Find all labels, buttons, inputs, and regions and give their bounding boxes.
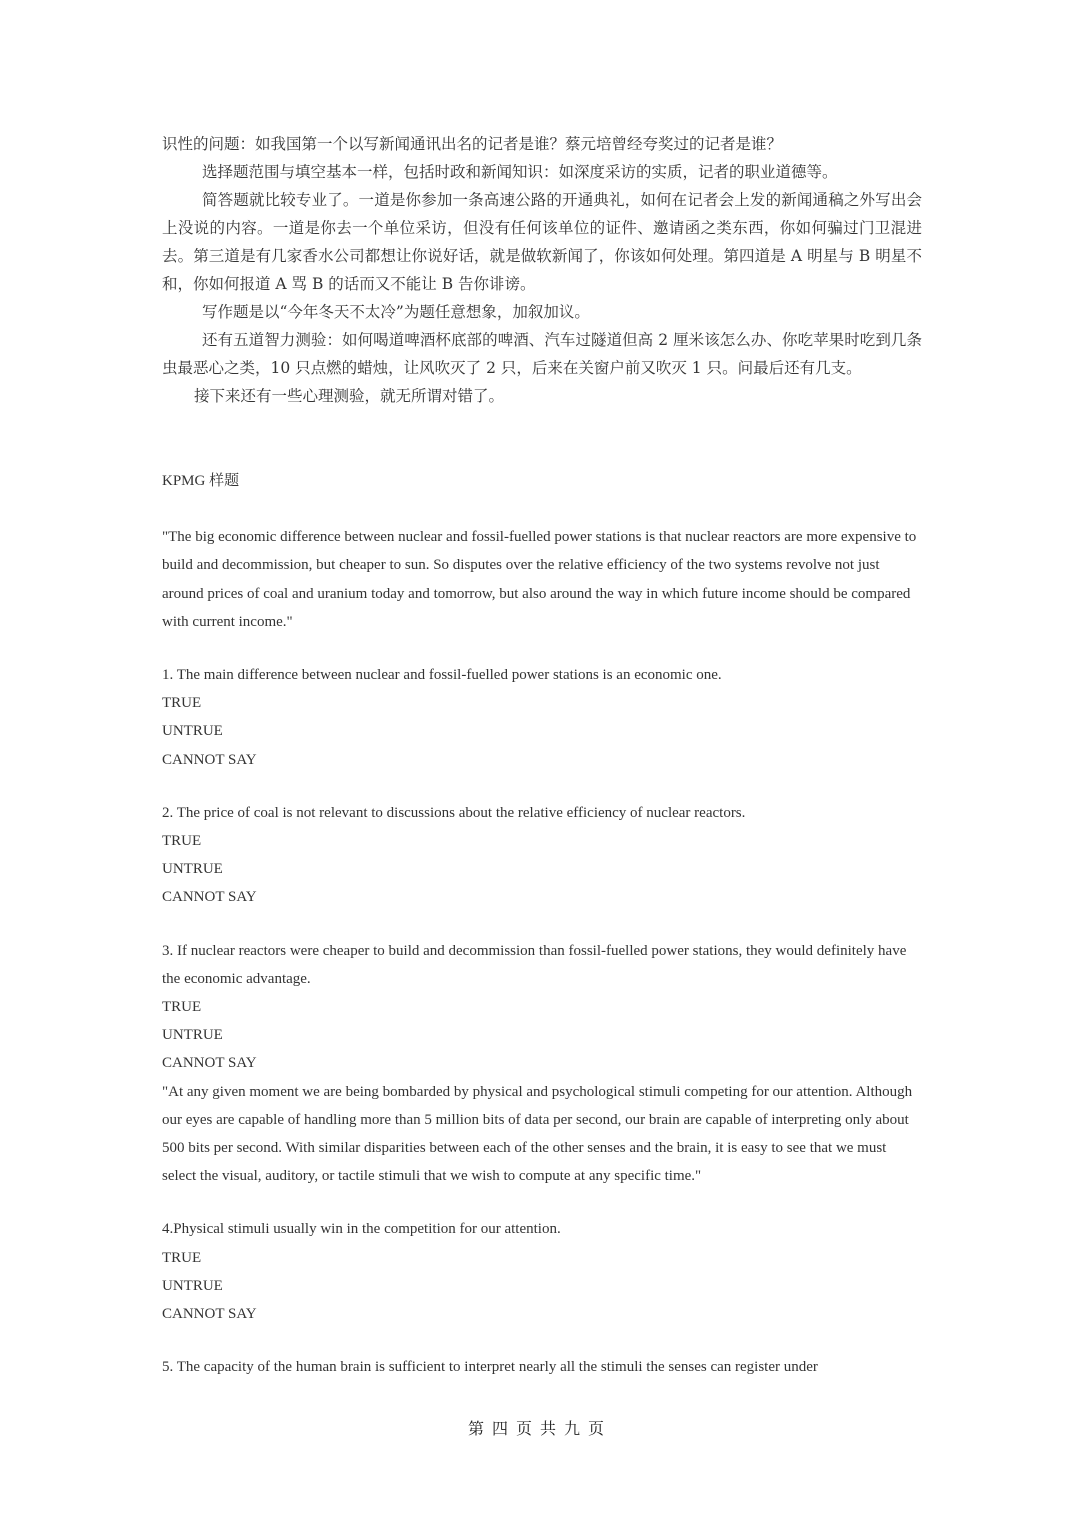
question-2-option-true: TRUE [162,833,202,850]
page-footer: 第四页共九页 [467,1419,612,1438]
question-4-text: 4.Physical stimuli usually win in the competition for our attention. [162,1221,561,1238]
passage-1: "The big economic difference between nuclear and fossil-fuelled power stations is that nuclear reactors are more expensive to build and decommission, but cheaper to sun. So disputes over the relative efficiency of the two systems revolve not just around prices of coal and uranium today and tomorrow, but also around the way in which future income should be compared with current income." [162,529,917,630]
question-4-option-true: TRUE [162,1249,202,1266]
question-1-option-cannot-say: CANNOT SAY [162,751,257,768]
question-3-option-cannot-say: CANNOT SAY [162,1055,257,1072]
zh-paragraph-6: 接下来还有一些心理测验，就无所谓对错了。 [194,387,505,405]
zh-paragraph-5: 还有五道智力测验：如何喝道啤酒杯底部的啤酒、汽车过隧道但高 2 厘米该怎么办、你吃苹果时吃到几条虫最恶心之类，10 只点燃的蜡烛，让风吹灭了 2 只，后来在关窗户前又吹灭 1 只。问最后还有几支。 [162,331,922,377]
kpmg-heading: KPMG 样题 [162,473,240,489]
question-1-text: 1. The main difference between nuclear and fossil-fuelled power stations is an economic one. [162,667,722,684]
zh-paragraph-2: 选择题范围与填空基本一样，包括时政和新闻知识：如深度采访的实质，记者的职业道德等。 [202,163,838,181]
question-4-option-untrue: UNTRUE [162,1277,223,1294]
question-4-option-cannot-say: CANNOT SAY [162,1306,257,1323]
zh-paragraph-3: 简答题就比较专业了。一道是你参加一条高速公路的开通典礼，如何在记者会上发的新闻通稿之外写出会上没说的内容。一道是你去一个单位采访，但没有任何该单位的证件、邀请函之类东西，你如何骗过门卫混进去。第三道是有几家香水公司都想让你说好话，就是做软新闻了，你该如何处理。第四道是 A 明星与 B 明星不和，你如何报道 A 骂 B 的话而又不能让 B 告你诽谤。 [162,191,922,293]
question-3-option-untrue: UNTRUE [162,1027,223,1044]
zh-paragraph-4: 写作题是以“今年冬天不太冷”为题任意想象，加叙加议。 [202,303,590,321]
passage-2: "At any given moment we are being bombarded by physical and psychological stimuli competing for our attention. Although our eyes are capable of handling more than 5 million bits of data per second, our brain are capable of interpreting only about 500 bits per second. With similar disparities between each of the other senses and the brain, it is easy to see that we must select the visual, auditory, or tactile stimuli that we wish to compute at any specific time." [162,1083,913,1185]
question-1-option-untrue: UNTRUE [162,723,223,740]
question-5-text: 5. The capacity of the human brain is sufficient to interpret nearly all the stimuli the senses can register under [162,1359,818,1376]
question-1-option-true: TRUE [162,695,202,712]
kpmg-section [162,467,922,1381]
question-3-option-true: TRUE [162,999,202,1016]
question-2-text: 2. The price of coal is not relevant to discussions about the relative efficiency of nuclear reactors. [162,804,746,821]
chinese-section [162,130,922,410]
question-2-option-untrue: UNTRUE [162,861,223,878]
question-3-text: 3. If nuclear reactors were cheaper to build and decommission than fossil-fuelled power stations, they would definitely have the economic advantage. [162,942,907,987]
zh-paragraph-1: 识性的问题：如我国第一个以写新闻通讯出名的记者是谁？蔡元培曾经夸奖过的记者是谁？ [162,135,783,153]
question-2-option-cannot-say: CANNOT SAY [162,889,257,906]
